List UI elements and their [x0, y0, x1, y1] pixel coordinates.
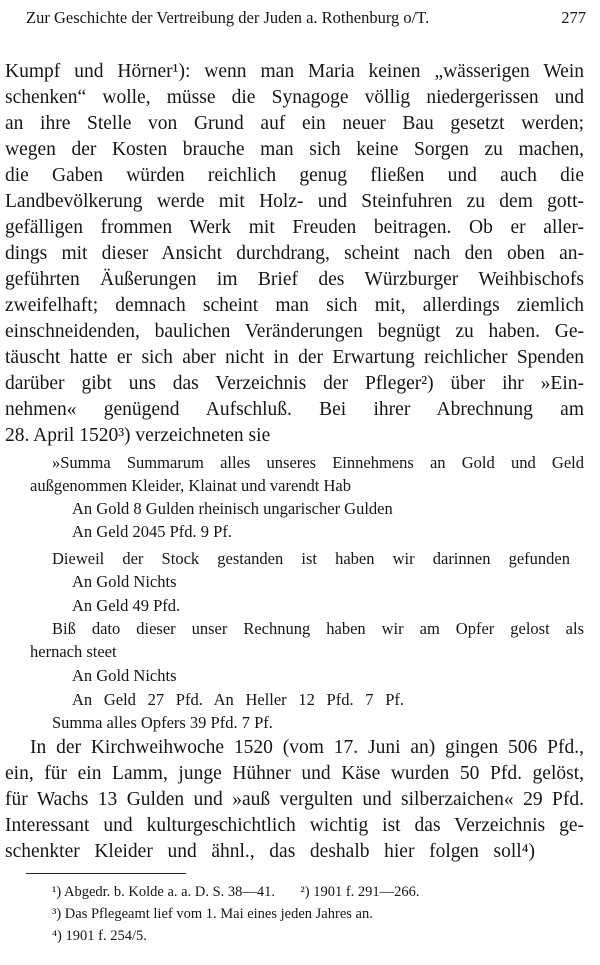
quote-line: An Geld 2045 Pfd. 9 Pf. — [72, 522, 232, 541]
text-line: nehmen« genügend Aufschluß. Bei ihrer Abrechnung am — [5, 399, 584, 420]
text-line: 28. April 1520³) verzeichneten sie — [5, 425, 271, 446]
quote-line: An Gold Nichts — [72, 572, 177, 591]
text-line: schenkter Kleider und ähnl., das deshalb hier folgen soll⁴) — [5, 841, 535, 862]
text-line: geführten Äußerungen im Brief des Würzburger Weihbischofs — [5, 269, 584, 290]
text-line: gefälligen frommen Werk mit Freuden beitragen. Ob er aller- — [5, 217, 584, 238]
quote-line: außgenommen Kleider, Klainat und varendt Hab — [30, 476, 351, 495]
page-header — [0, 6, 586, 30]
text-line: für Wachs 13 Gulden und »auß vergulten und silberzaichen« 29 Pfd. — [5, 789, 584, 810]
text-line: die Gaben würden reichlich genug fließen und auch die — [5, 165, 584, 186]
quote-line: An Gold 8 Gulden rheinisch ungarischer Gulden — [72, 499, 393, 518]
text-line: wegen der Kosten brauche man sich keine Sorgen zu machen, — [5, 139, 584, 160]
text-line: Kumpf und Hörner¹): wenn man Maria keinen „wässerigen Wein — [5, 61, 584, 82]
text-line: darüber gibt uns das Verzeichnis der Pfleger²) über ihr »Ein- — [5, 373, 584, 394]
text-line: dings mit dieser Ansicht durchdrang, scheint nach den oben an- — [5, 243, 584, 264]
quote-line: Summa alles Opfers 39 Pfd. 7 Pf. — [52, 713, 273, 732]
quote-line: An Geld 49 Pfd. — [72, 596, 181, 615]
quote-line: »Summa Summarum alles unseres Einnehmens an Gold und Geld — [52, 453, 584, 472]
text-line: Interessant und kulturgeschichtlich wichtig ist das Verzeichnis ge- — [5, 815, 584, 836]
text-line: Landbevölkerung werde mit Holz- und Steinfuhren zu dem gott- — [5, 191, 584, 212]
text-line: einschneidenden, baulichen Veränderungen begnügt zu haben. Ge- — [5, 321, 584, 342]
text-line: ein, für ein Lamm, junge Hühner und Käse wurden 50 Pfd. gelöst, — [5, 763, 584, 784]
page-number: 277 — [561, 8, 586, 27]
footnote-rule — [26, 873, 186, 874]
text-line: an ihre Stelle von Grund auf ein neuer Bau gesetzt werden; — [5, 113, 584, 134]
quote-line: An Gold Nichts — [72, 666, 177, 685]
footnote: ³) Das Pflegeamt lief vom 1. Mai eines jeden Jahres an. — [52, 906, 373, 922]
text-line: täuscht hatte er sich aber nicht in der Erwartung reichlicher Spenden — [5, 347, 584, 368]
running-title: Zur Geschichte der Vertreibung der Juden a. Rothenburg o/T. — [26, 8, 430, 27]
quote-line: Dieweil der Stock gestanden ist haben wir darinnen gefunden — [52, 549, 570, 568]
footnote: ⁴) 1901 f. 254/5. — [52, 928, 147, 944]
text-line: schenken“ wolle, müsse die Synagoge völlig niedergerissen und — [5, 87, 584, 108]
quote-line: Biß dato dieser unser Rechnung haben wir am Opfer gelost als — [52, 619, 584, 638]
text-line: zweifelhaft; demnach scheint man sich mit, allerdings ziemlich — [5, 295, 584, 316]
quote-line: An Geld 27 Pfd. An Heller 12 Pfd. 7 Pf. — [72, 690, 404, 709]
quote-line: hernach steet — [30, 642, 117, 661]
text-line: In der Kirchweihwoche 1520 (vom 17. Juni an) gingen 506 Pfd., — [30, 737, 584, 758]
footnote: ¹) Abgedr. b. Kolde a. a. D. S. 38—41. ²) 1901 f. 291—266. — [52, 884, 420, 900]
